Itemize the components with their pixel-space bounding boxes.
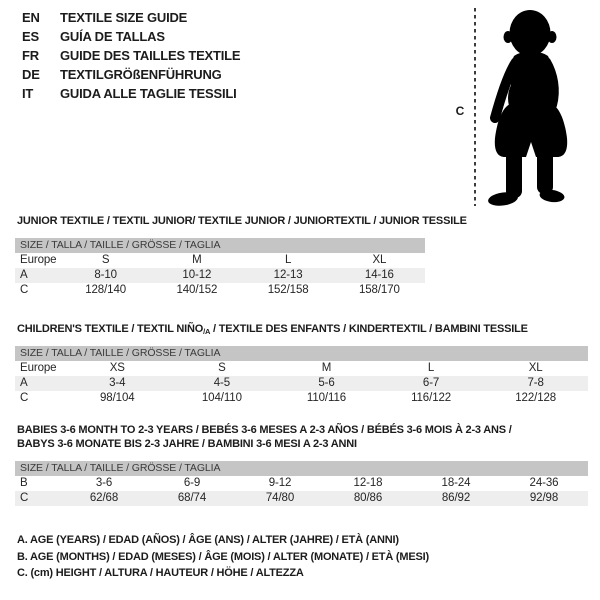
row-label: A — [20, 377, 28, 389]
height-measure-dashed-line — [474, 8, 476, 206]
col-header-region: Europe — [20, 254, 57, 266]
language-title-list — [22, 8, 240, 103]
cell-value: 116/122 — [411, 392, 452, 404]
cell-value: 110/116 — [306, 392, 347, 404]
cell-value: 68/74 — [177, 492, 207, 504]
col-header-region: Europe — [20, 362, 57, 374]
col-header-size: L — [284, 254, 292, 266]
cell-value: 152/158 — [267, 284, 309, 296]
cell-value: 14-16 — [364, 269, 394, 281]
lang-row-en — [22, 8, 240, 27]
lang-code: DE — [22, 67, 40, 82]
cell-value: 6-7 — [422, 377, 440, 389]
col-header-size: L — [427, 362, 435, 374]
lang-code: ES — [22, 29, 39, 44]
children-table-title — [17, 322, 528, 339]
lang-row-fr — [22, 46, 240, 65]
cell-value: 7-8 — [527, 377, 544, 389]
footnote-c: C. (cm) HEIGHT / ALTURA / HAUTEUR / HÖHE / ALTEZZA — [17, 567, 304, 579]
cell-value: 62/68 — [89, 492, 119, 504]
cell-value: 18-24 — [441, 477, 471, 489]
lang-row-es — [22, 27, 240, 46]
cell-value: 92/98 — [529, 492, 559, 504]
cell-value: 74/80 — [265, 492, 295, 504]
babies-row-c — [15, 491, 588, 506]
babies-table-title — [17, 423, 512, 451]
lang-title: GUÍA DE TALLAS — [60, 29, 165, 44]
lang-code: IT — [22, 86, 34, 101]
col-header-size: XL — [372, 254, 387, 266]
lang-row-de — [22, 65, 240, 84]
babies-row-b — [15, 476, 588, 491]
babies-title-line2: BABYS 3-6 MONATE BIS 2-3 JAHRE / BAMBINI 3-6 MESI A 2-3 ANNI — [17, 438, 357, 450]
babies-title-line1: BABIES 3-6 MONTH TO 2-3 YEARS / BEBÉS 3-6 MESES A 2-3 AÑOS / BÉBÉS 3-6 MOIS À 2-3 ANS / — [17, 424, 512, 436]
cell-value: 12-13 — [273, 269, 303, 281]
cell-value: 98/104 — [100, 392, 135, 404]
row-label: B — [20, 477, 28, 489]
col-header-size: S — [218, 362, 226, 374]
cell-value: 158/170 — [358, 284, 400, 296]
col-header-size: XS — [109, 362, 125, 374]
row-label: C — [20, 392, 29, 404]
col-header-size: M — [192, 254, 202, 266]
lang-code: FR — [22, 48, 39, 63]
babies-size-header-bar: SIZE / TALLA / TAILLE / GRÖSSE / TAGLIA — [15, 461, 588, 476]
junior-table-title: JUNIOR TEXTILE / TEXTIL JUNIOR/ TEXTILE JUNIOR / JUNIORTEXTIL / JUNIOR TESSILE — [17, 215, 467, 227]
footnote-a: A. AGE (YEARS) / EDAD (AÑOS) / ÂGE (ANS) / ALTER (JAHRE) / ETÀ (ANNI) — [17, 534, 399, 546]
title-subscript: /A — [203, 327, 211, 336]
cell-value: 3-4 — [109, 377, 126, 389]
cell-value: 9-12 — [268, 477, 292, 489]
footnotes — [17, 532, 429, 582]
title-part: CHILDREN'S TEXTILE / TEXTIL NIÑO — [17, 323, 204, 335]
lang-code: EN — [22, 10, 40, 25]
cell-value: 104/110 — [201, 392, 242, 404]
cell-value: 12-18 — [353, 477, 383, 489]
lang-title: TEXTILE SIZE GUIDE — [60, 10, 188, 25]
lang-title: GUIDE DES TAILLES TEXTILE — [60, 48, 241, 63]
cell-value: 3-6 — [95, 477, 113, 489]
cell-value: 10-12 — [182, 269, 212, 281]
cell-value: 6-9 — [183, 477, 201, 489]
cell-value: 80/86 — [353, 492, 383, 504]
junior-columns-row — [15, 253, 425, 268]
col-header-size: S — [101, 254, 110, 266]
height-measure-label: C — [455, 104, 465, 118]
footnote-b: B. AGE (MONTHS) / EDAD (MESES) / ÂGE (MOIS) / ALTER (MONATE) / ETÀ (MESI) — [17, 550, 429, 563]
cell-value: 24-36 — [529, 477, 559, 489]
children-row-c — [15, 391, 588, 406]
cell-value: 4-5 — [213, 377, 231, 389]
junior-row-c — [15, 283, 425, 298]
children-columns-row — [15, 361, 588, 376]
row-label: A — [20, 269, 28, 281]
title-part: / TEXTILE DES ENFANTS / KINDERTEXTIL / BAMBINI TESSILE — [210, 323, 528, 335]
toddler-silhouette — [480, 6, 570, 208]
cell-value: 140/152 — [176, 284, 218, 296]
lang-row-it — [22, 84, 240, 103]
lang-title: GUIDA ALLE TAGLIE TESSILI — [60, 86, 237, 101]
cell-value: 86/92 — [441, 492, 471, 504]
col-header-size: XL — [528, 362, 543, 374]
cell-value: 122/128 — [515, 392, 557, 404]
children-row-a — [15, 376, 588, 391]
col-header-size: M — [321, 362, 332, 374]
children-size-header-bar: SIZE / TALLA / TAILLE / GRÖSSE / TAGLIA — [15, 346, 588, 361]
cell-value: 5-6 — [318, 377, 335, 389]
row-label: C — [20, 492, 29, 504]
lang-title: TEXTILGRÖßENFÜHRUNG — [60, 67, 222, 82]
junior-size-header-bar: SIZE / TALLA / TAILLE / GRÖSSE / TAGLIA — [15, 238, 425, 253]
cell-value: 128/140 — [85, 284, 127, 296]
junior-row-a — [15, 268, 425, 283]
cell-value: 8-10 — [94, 269, 117, 281]
row-label: C — [20, 284, 29, 296]
